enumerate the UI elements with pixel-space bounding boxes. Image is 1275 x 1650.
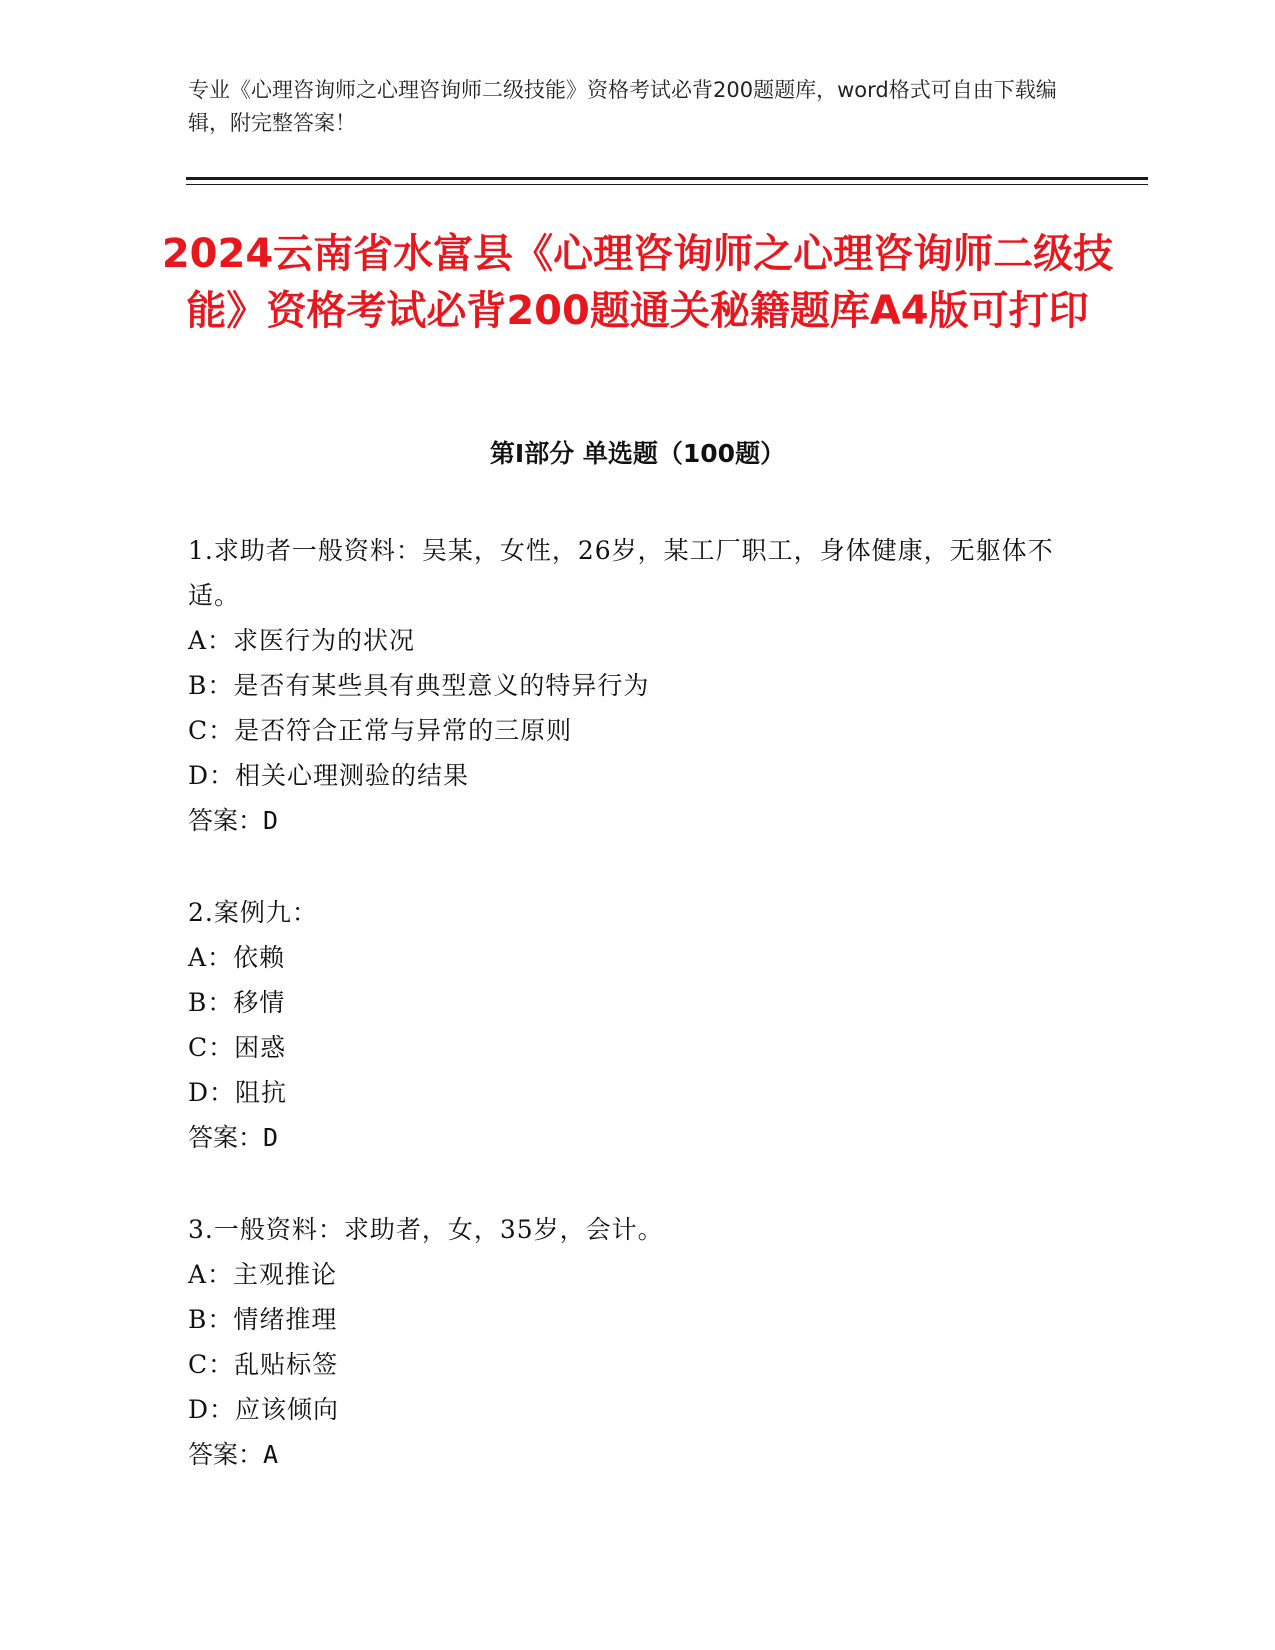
answer-label: 答案： (188, 806, 264, 835)
answer-line (188, 1115, 1058, 1160)
option-d: D：应该倾向 (188, 1395, 340, 1424)
answer-label: 答案： (188, 1123, 264, 1152)
question-3 (188, 1207, 1058, 1477)
question-stem: 3.一般资料：求助者，女，35岁，会计。 (188, 1215, 664, 1244)
section-title: 第Ⅰ部分 单选题（100题） (489, 439, 786, 468)
answer-label: 答案： (188, 1440, 264, 1469)
option-a: A：依赖 (188, 943, 286, 972)
answer-value: D (263, 1123, 279, 1152)
option-b: B：移情 (188, 988, 286, 1017)
answer-value: D (263, 806, 279, 835)
question-stem: 2.案例九： (188, 898, 318, 927)
answer-line (188, 798, 1058, 843)
option-a: A：求医行为的状况 (188, 626, 416, 655)
document-title: 2024云南省水富县《心理咨询师之心理咨询师二级技能》资格考试必背200题通关秘籍题库A4版可打印 (161, 231, 1114, 334)
option-b: B：是否有某些具有典型意义的特异行为 (188, 671, 650, 700)
answer-value: A (263, 1440, 279, 1469)
question-2 (188, 890, 1058, 1160)
option-c: C：乱贴标签 (188, 1350, 339, 1379)
option-d: D：相关心理测验的结果 (188, 761, 470, 790)
option-b: B：情绪推理 (188, 1305, 338, 1334)
header-note: 专业《心理咨询师之心理咨询师二级技能》资格考试必背200题题库，word格式可自由下载编辑，附完整答案！ (188, 78, 1057, 135)
answer-line (188, 1432, 1058, 1477)
header-divider-thick (186, 177, 1148, 180)
option-d: D：阻抗 (188, 1078, 288, 1107)
option-c: C：困惑 (188, 1033, 287, 1062)
question-list (188, 528, 1058, 1524)
option-c: C：是否符合正常与异常的三原则 (188, 716, 573, 745)
question-stem: 1.求助者一般资料：吴某，女性，26岁，某工厂职工，身体健康，无躯体不适。 (188, 536, 1054, 610)
question-1 (188, 528, 1058, 843)
header-divider-thin (186, 184, 1148, 185)
option-a: A：主观推论 (188, 1260, 338, 1289)
